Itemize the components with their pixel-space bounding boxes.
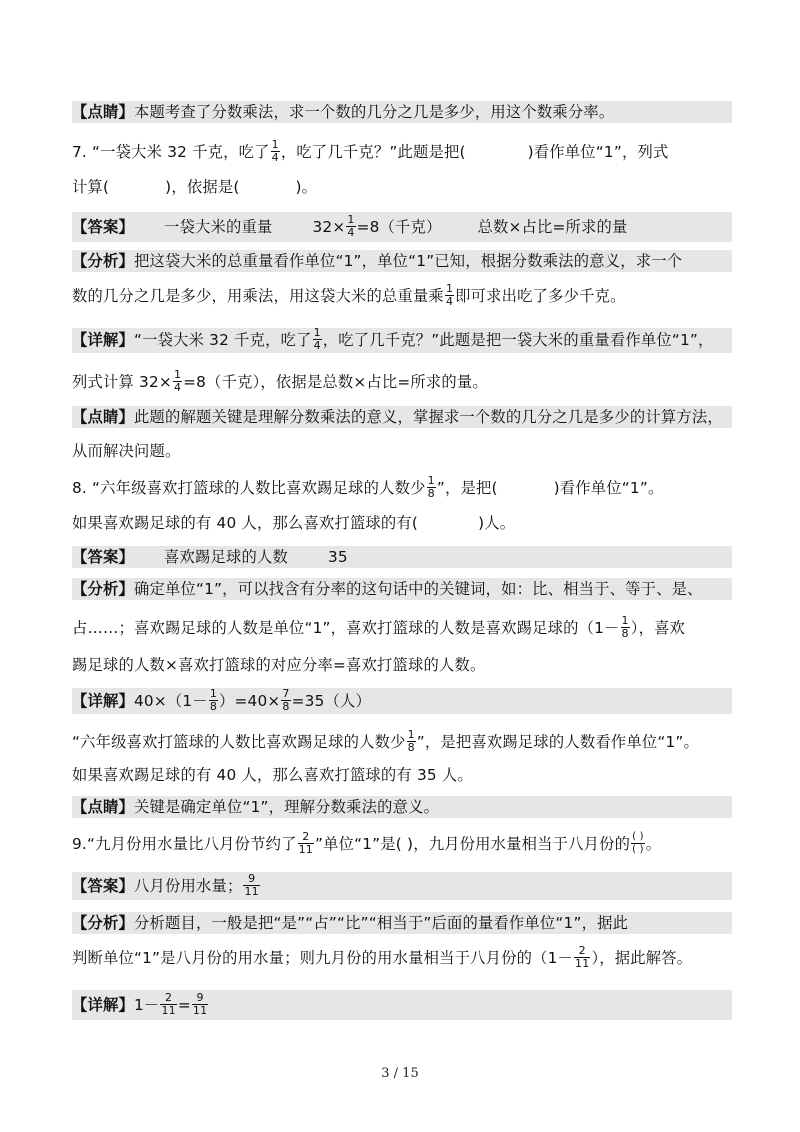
q8-detail-text: =35（人） xyxy=(291,692,371,710)
q7-answer-part: 32× xyxy=(312,218,346,236)
q8-analysis-line2 xyxy=(72,616,732,641)
q7-answer-part: 一袋大米的重量 xyxy=(164,218,273,236)
q9-analysis-text: ），据此解答。 xyxy=(591,949,693,967)
q7-detail-text: ，吃了几千克？”此题是把一袋大米的重量看作单位“1”， xyxy=(322,331,714,349)
q9-detail-text: 1－ xyxy=(134,996,160,1014)
q7-stem-text: 计算( xyxy=(72,178,110,196)
fraction-two-elevenths: $\frac{2}{11}$ xyxy=(575,944,590,970)
q7-stem-text: )看作单位“1”，列式 xyxy=(527,143,669,161)
page-number: 3 / 15 xyxy=(381,1066,419,1081)
q8-stem-line2 xyxy=(72,512,732,534)
q9-detail xyxy=(72,990,732,1020)
q8-stem-text: 如果喜欢踢足球的有 40 人，那么喜欢打篮球的有( xyxy=(72,514,419,532)
fraction-nine-elevenths: $\frac{9}{11}$ xyxy=(192,991,208,1017)
q8-answer-part: 35 xyxy=(327,548,348,566)
q9-answer-part: 八月份用水量； xyxy=(134,877,243,895)
q8-detail-text: “六年级喜欢打篮球的人数比喜欢踢足球的人数少 xyxy=(72,733,406,751)
q7-answer-part: =8（千克） xyxy=(356,218,442,236)
q7-detail-text: “一袋大米 32 千克，吃了 xyxy=(134,331,312,349)
fraction-one-eighth: $\frac{1}{8}$ xyxy=(407,728,415,754)
q8-detail-text: ”，是把喜欢踢足球的人数看作单位“1”。 xyxy=(416,733,700,751)
q9-analysis-line1 xyxy=(72,912,732,934)
q8-stem-text: )人。 xyxy=(478,514,516,532)
q8-detail-line1 xyxy=(72,688,732,714)
q8-answer-part: 喜欢踢足球的人数 xyxy=(164,548,288,566)
dianjing-tag: 【点睛】 xyxy=(72,798,134,816)
q7-dianjing-text: 此题的解题关键是理解分数乘法的意义，掌握求一个数的几分之几是多少的计算方法， xyxy=(134,408,723,426)
fraction-one-eighth: $\frac{1}{8}$ xyxy=(209,687,218,713)
fraction-two-elevenths: $\frac{2}{11}$ xyxy=(161,991,176,1017)
analysis-tag: 【分析】 xyxy=(72,252,134,270)
q7-analysis-line2 xyxy=(72,284,732,309)
q8-detail-text: ）=40× xyxy=(219,692,281,710)
dianjing-tag: 【点睛】 xyxy=(72,408,134,426)
q9-analysis-text: 分析题目，一般是把“是”“占”“比”“相当于”后面的量看作单位“1”，据此 xyxy=(134,914,629,932)
q7-analysis-text: 即可求出吃了多少千克。 xyxy=(455,287,626,305)
q7-dianjing-line2 xyxy=(72,440,732,462)
q7-detail-text: =8（千克），依据是总数×占比=所求的量。 xyxy=(183,373,488,391)
q8-dianjing xyxy=(72,796,732,818)
q8-stem-line1 xyxy=(72,476,732,501)
q7-stem-text: ，吃了几千克？”此题是把( xyxy=(280,143,466,161)
q7-stem-line2 xyxy=(72,176,732,198)
q9-analysis-line2 xyxy=(72,946,732,971)
q7-stem-text: 7. “一袋大米 32 千克，吃了 xyxy=(72,143,270,161)
q7-detail-text: 列式计算 32× xyxy=(72,373,172,391)
fraction-one-quarter: $\frac{1}{4}$ xyxy=(173,368,182,394)
q8-analysis-text: 踢足球的人数×喜欢打篮球的对应分率=喜欢打篮球的人数。 xyxy=(72,656,486,674)
q8-analysis-text: 占……；喜欢踢足球的人数是单位“1”，喜欢打篮球的人数是喜欢踢足球的（1－ xyxy=(72,619,620,637)
q9-stem-text: ”单位“1”是( )，九月份用水量相当于八月份的 xyxy=(315,835,631,853)
analysis-tag: 【分析】 xyxy=(72,580,134,598)
q8-analysis-line3 xyxy=(72,654,732,676)
q9-answer xyxy=(72,872,732,900)
detail-tag: 【详解】 xyxy=(72,331,134,349)
q9-detail-text: = xyxy=(177,996,191,1014)
fraction-one-quarter: $\frac{1}{4}$ xyxy=(313,326,321,352)
q7-analysis-text: 数的几分之几是多少，用乘法，用这袋大米的总重量乘 xyxy=(72,287,444,305)
fraction-one-quarter: $\frac{1}{4}$ xyxy=(347,213,355,239)
q8-detail-text: 40×（1－ xyxy=(134,692,208,710)
fraction-two-elevenths: $\frac{2}{11}$ xyxy=(298,830,313,856)
q7-dianjing-text: 从而解决问题。 xyxy=(72,442,181,460)
fraction-one-quarter: $\frac{1}{4}$ xyxy=(445,282,454,308)
q7-analysis-line1 xyxy=(72,250,732,272)
q8-detail-line2 xyxy=(72,730,732,755)
answer-tag: 【答案】 xyxy=(72,877,134,895)
answer-tag: 【答案】 xyxy=(72,218,134,236)
q7-dianjing-line1 xyxy=(72,406,732,428)
q7-analysis-text: 把这袋大米的总重量看作单位“1”，单位“1”已知，根据分数乘法的意义，求一个 xyxy=(134,252,683,270)
q9-stem xyxy=(72,832,732,857)
detail-tag: 【详解】 xyxy=(72,692,134,710)
q7-answer-part: 总数×占比=所求的量 xyxy=(477,218,628,236)
q8-detail-text: 如果喜欢踢足球的有 40 人，那么喜欢打篮球的有 35 人。 xyxy=(72,766,473,784)
fraction-one-quarter: $\frac{1}{4}$ xyxy=(271,138,279,164)
fraction-one-eighth: $\frac{1}{8}$ xyxy=(427,474,435,500)
q8-analysis-text: ），喜欢 xyxy=(630,619,686,637)
prev-dianjing xyxy=(72,101,732,123)
fraction-seven-eighths: $\frac{7}{8}$ xyxy=(282,687,290,713)
answer-tag: 【答案】 xyxy=(72,548,134,566)
q7-detail-line2 xyxy=(72,370,732,395)
q9-stem-text: 9.“九月份用水量比八月份节约了 xyxy=(72,835,297,853)
analysis-tag: 【分析】 xyxy=(72,914,134,932)
prev-dianjing-text: 本题考查了分数乘法，求一个数的几分之几是多少，用这个数乘分率。 xyxy=(134,103,615,121)
fraction-nine-elevenths: $\frac{9}{11}$ xyxy=(244,872,259,898)
detail-tag: 【详解】 xyxy=(72,996,134,1014)
dianjing-tag: 【点睛】 xyxy=(72,103,134,121)
q8-dianjing-text: 关键是确定单位“1”，理解分数乘法的意义。 xyxy=(134,798,440,816)
q7-stem-line1 xyxy=(72,140,732,165)
q9-stem-text: 。 xyxy=(645,835,662,853)
q9-analysis-text: 判断单位“1”是八月份的用水量；则九月份的用水量相当于八月份的（1－ xyxy=(72,949,574,967)
q8-stem-text: )看作单位“1”。 xyxy=(553,479,664,497)
fraction-one-eighth: $\frac{1}{8}$ xyxy=(621,614,629,640)
fraction-blank: $\frac{( )}{( )}$ xyxy=(632,831,644,855)
q7-answer xyxy=(72,212,732,242)
q7-stem-text: )。 xyxy=(295,178,318,196)
q8-analysis-text: 确定单位“1”，可以找含有分率的这句话中的关键词，如：比、相当于、等于、是、 xyxy=(134,580,703,598)
q8-answer xyxy=(72,546,732,568)
q8-stem-text: 8. “六年级喜欢打篮球的人数比喜欢踢足球的人数少 xyxy=(72,479,426,497)
q8-stem-text: ”，是把( xyxy=(436,479,498,497)
q7-stem-text: )，依据是( xyxy=(165,178,240,196)
q8-detail-line3 xyxy=(72,764,732,786)
q8-analysis-line1 xyxy=(72,578,732,600)
q7-detail-line1 xyxy=(72,328,732,353)
